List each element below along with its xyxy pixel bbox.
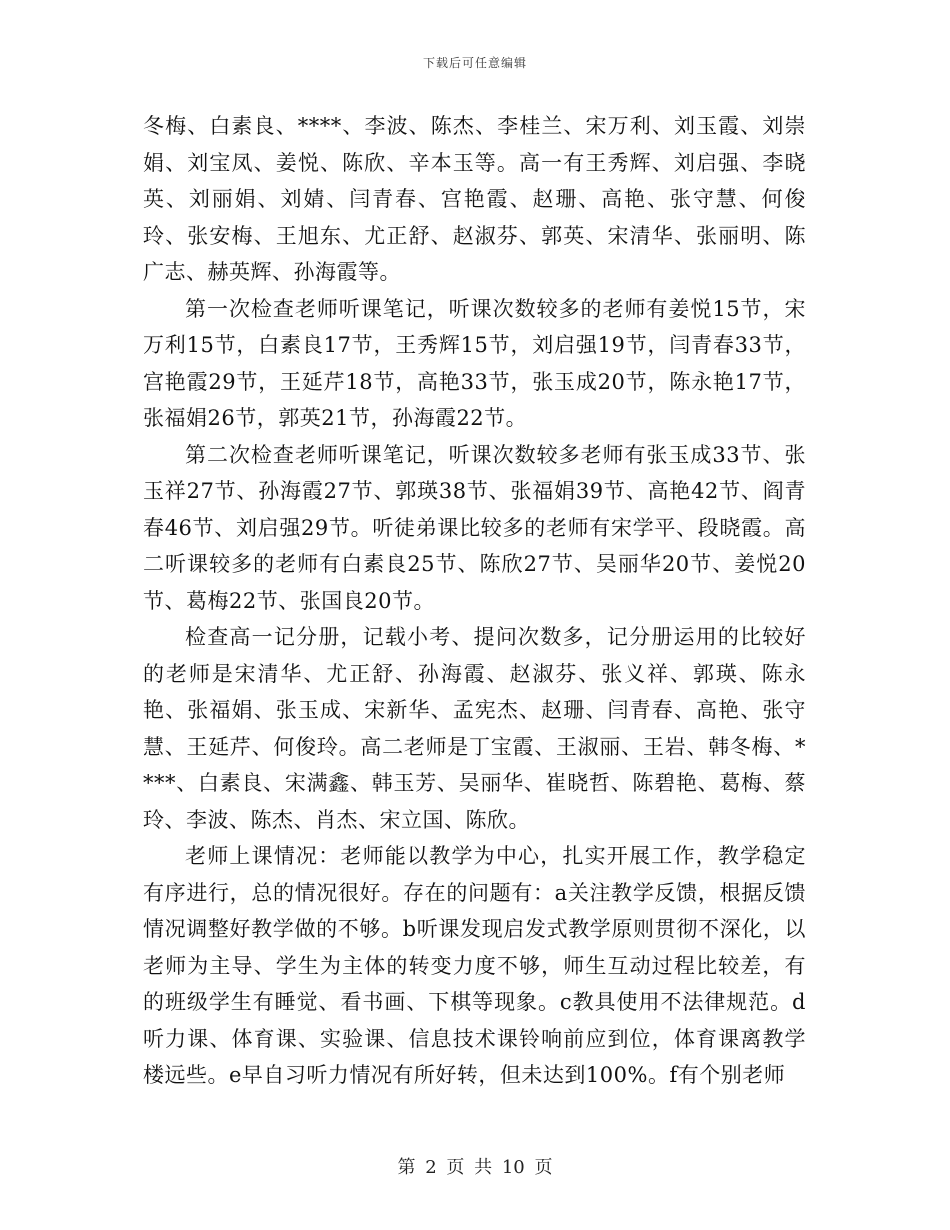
paragraph-teaching-status: 老师上课情况：老师能以教学为中心，扎实开展工作，教学稳定有序进行，总的情况很好。存在的问题有：a关注教学反馈，根据反馈情况调整好教学做的不够。b听课发现启发式教学原则贯彻不深化，以老师为主导、学生为主体的转变力度不够，师生互动过程比较差，有的班级学生有睡觉、看书画、下棋等现象。c教具使用不法律规范。d听力课、体育课、实验课、信息技术课铃响前应到位，体育课离教学楼远些。e早自习听力情况有所好转，但未达到100%。f有个别老师 bbox=[143, 844, 806, 1087]
page-number: 第 2 页 共 10 页 bbox=[397, 1157, 553, 1178]
paragraph-first-inspection: 第一次检查老师听课笔记，听课次数较多的老师有姜悦15节，宋万利15节，白素良17节，王秀辉15节，刘启强19节，闫青春33节，宫艳霞29节，王延芹18节，高艳33节，张玉成20节，陈永艳17节，张福娟26节，郭英21节，孙海霞22节。 bbox=[143, 296, 806, 430]
paragraph-continuation: 冬梅、白素良、****、李波、陈杰、李桂兰、宋万利、刘玉霞、刘崇娟、刘宝凤、姜悦、陈欣、辛本玉等。高一有王秀辉、刘启强、李晓英、刘丽娟、刘婧、闫青春、宫艳霞、赵珊、高艳、张守慧、何俊玲、张安梅、王旭东、尤正舒、赵淑芬、郭英、宋清华、张丽明、陈广志、赫英辉、孙海霞等。 bbox=[143, 114, 806, 284]
paragraph-second-inspection: 第二次检查老师听课笔记，听课次数较多老师有张玉成33节、张玉祥27节、孙海霞27节、郭瑛38节、张福娟39节、高艳42节、阎青春46节、刘启强29节。听徒弟课比较多的老师有宋学平、段晓霞。高二听课较多的老师有白素良25节、陈欣27节、吴丽华20节、姜悦20节、葛梅22节、张国良20节。 bbox=[143, 442, 806, 613]
page-header: 下载后可任意编辑 bbox=[422, 56, 527, 70]
document-body bbox=[143, 108, 806, 1094]
paragraph-gradebook-check: 检查高一记分册，记载小考、提问次数多，记分册运用的比较好的老师是宋清华、尤正舒、孙海霞、赵淑芬、张义祥、郭瑛、陈永艳、张福娟、张玉成、宋新华、孟宪杰、赵珊、闫青春、高艳、张守慧、王延芹、何俊玲。高二老师是丁宝霞、王淑丽、王岩、韩冬梅、****、白素良、宋满鑫、韩玉芳、吴丽华、崔晓哲、陈碧艳、葛梅、蔡玲、李波、陈杰、肖杰、宋立国、陈欣。 bbox=[143, 625, 806, 832]
